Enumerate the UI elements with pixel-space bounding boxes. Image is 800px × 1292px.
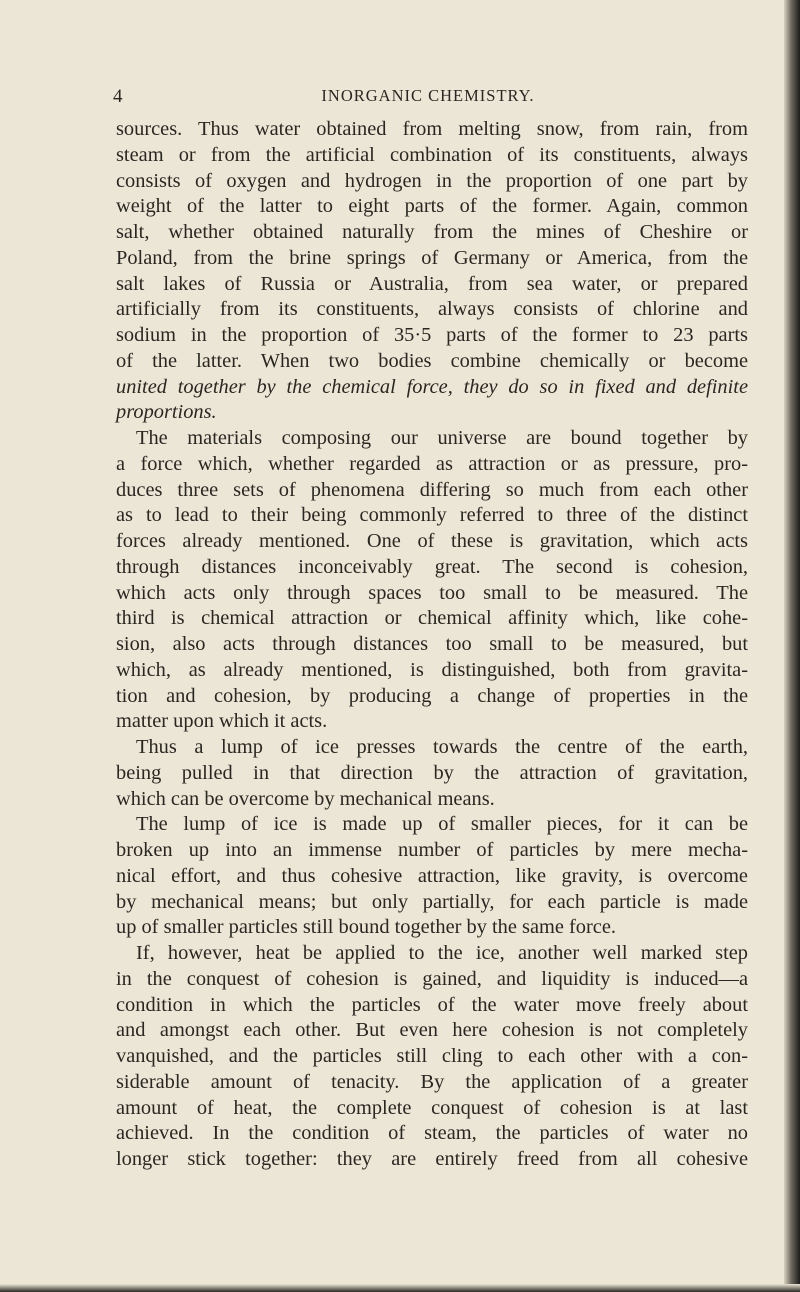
text-line: sodium in the proportion of 35·5 parts of the former to 23 parts <box>116 324 748 346</box>
text-line: tion and cohesion, by producing a change of properties in the <box>116 684 748 707</box>
page-number: 4 <box>113 86 123 107</box>
page-bottom-edge <box>0 1284 800 1292</box>
page-edge-shadow <box>784 0 800 1292</box>
text-line: If, however, heat be applied to the ice, another well marked step <box>136 942 748 964</box>
text-line: which, as already mentioned, is distinguished, both from gravita- <box>116 658 748 681</box>
text-line: nical effort, and thus cohesive attraction, like gravity, is overcome <box>116 864 748 887</box>
text-line: by mechanical means; but only partially, for each particle is made <box>116 890 748 913</box>
text-line: The materials composing our universe are bound together by <box>136 427 748 449</box>
text-line: of the latter. When two bodies combine chemically or become <box>116 349 748 372</box>
text-line: amount of heat, the complete conquest of cohesion is at last <box>116 1096 748 1119</box>
text-line: and amongst each other. But even here cohesion is not completely <box>116 1019 748 1042</box>
text-line: broken up into an immense number of particles by mere mecha- <box>116 839 748 861</box>
text-line: longer stick together: they are entirely freed from all cohesive <box>116 1148 748 1170</box>
text-line: which can be overcome by mechanical means. <box>116 787 495 810</box>
text-line: which acts only through spaces too small to be measured. The <box>116 581 748 604</box>
text-line: Thus a lump of ice presses towards the centre of the earth, <box>136 736 748 758</box>
text-line: weight of the latter to eight parts of the former. Again, common <box>116 195 748 218</box>
text-line: salt lakes of Russia or Australia, from sea water, or prepared <box>116 272 748 295</box>
running-head: INORGANIC CHEMISTRY. <box>321 86 535 105</box>
text-line: condition in which the particles of the water move freely about <box>116 993 748 1016</box>
text-line: united together by the chemical force, they do so in fixed and definite <box>116 375 748 398</box>
text-line: achieved. In the condition of steam, the particles of water no <box>116 1122 748 1145</box>
text-line: through distances inconceivably great. The second is cohesion, <box>116 555 748 578</box>
text-line: Poland, from the brine springs of Germany or America, from the <box>116 246 748 269</box>
text-line: vanquished, and the particles still cling to each other with a con- <box>116 1045 748 1067</box>
text-line: up of smaller particles still bound together by the same force. <box>116 916 616 939</box>
text-line: siderable amount of tenacity. By the application of a greater <box>116 1070 748 1093</box>
text-line: The lump of ice is made up of smaller pieces, for it can be <box>136 813 748 836</box>
text-line: in the conquest of cohesion is gained, and liquidity is induced—a <box>116 967 748 990</box>
text-line: as to lead to their being commonly referred to three of the distinct <box>116 504 748 527</box>
body-text <box>116 117 748 1173</box>
text-line: sion, also acts through distances too small to be measured, but <box>116 633 748 655</box>
text-line: duces three sets of phenomena differing so much from each other <box>116 478 748 501</box>
page-header <box>113 86 743 112</box>
text-line: third is chemical attraction or chemical affinity which, like cohe- <box>116 607 748 630</box>
text-line: consists of oxygen and hydrogen in the proportion of one part by <box>116 169 748 192</box>
text-line: salt, whether obtained naturally from the mines of Cheshire or <box>116 221 748 243</box>
text-line: forces already mentioned. One of these is gravitation, which acts <box>116 530 748 552</box>
text-line: steam or from the artificial combination of its constituents, always <box>116 143 748 166</box>
text-line: proportions. <box>116 401 217 424</box>
text-line: matter upon which it acts. <box>116 710 328 733</box>
text-line: sources. Thus water obtained from melting snow, from rain, from <box>116 118 748 140</box>
text-line: a force which, whether regarded as attraction or as pressure, pro- <box>116 452 748 475</box>
text-line: being pulled in that direction by the attraction of gravitation, <box>116 761 748 784</box>
text-line: artificially from its constituents, always consists of chlorine and <box>116 298 748 321</box>
